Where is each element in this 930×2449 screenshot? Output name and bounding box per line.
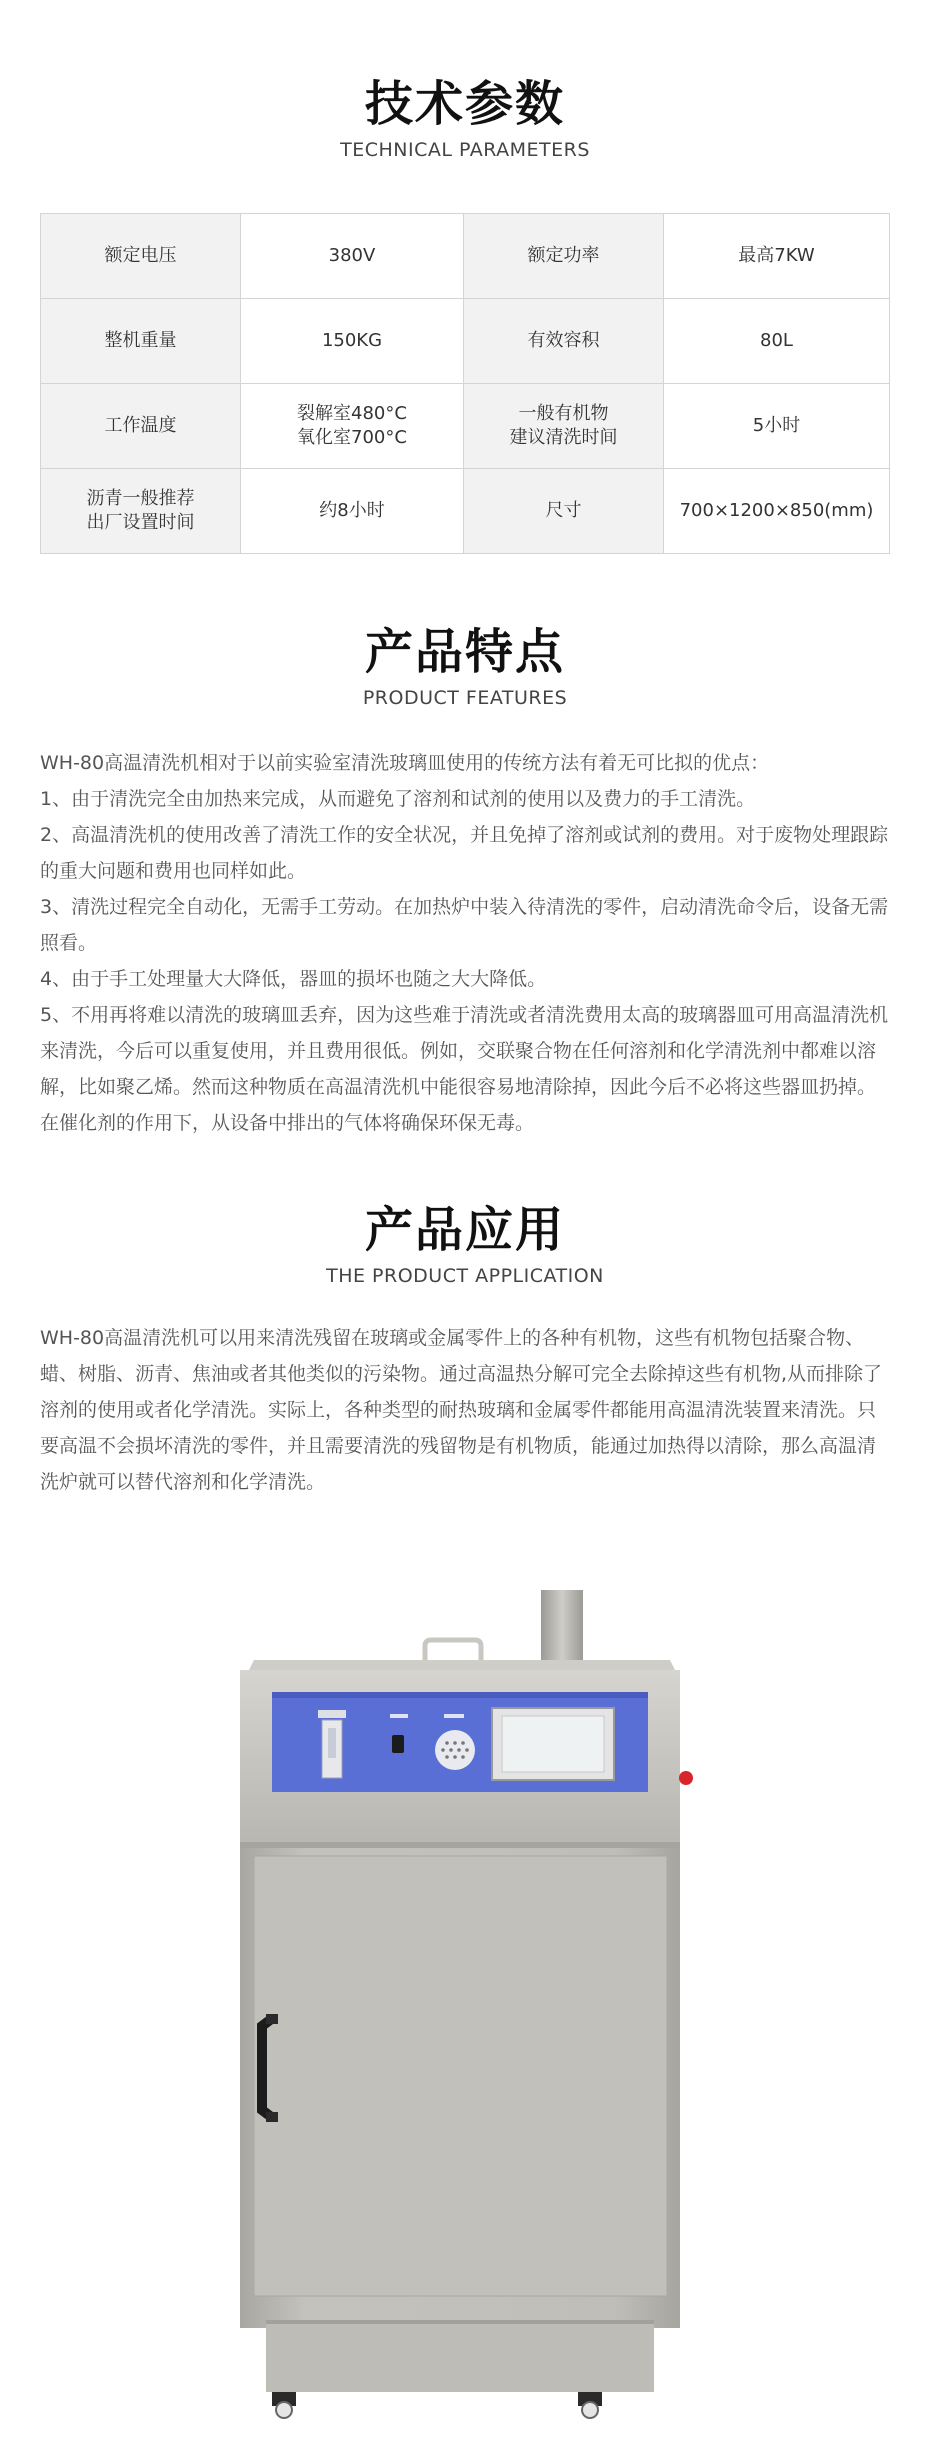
param-value: 150KG [241,299,464,384]
base-plinth [266,2320,654,2392]
table-row [41,384,890,469]
param-value: 80L [664,299,890,384]
param-value: 700×1200×850(mm) [664,469,890,554]
param-value: 裂解室480°C 氧化室700°C [241,384,464,469]
features-title-cn: 产品特点 [364,624,565,680]
wheels [272,2392,602,2418]
param-label: 额定功率 [464,214,664,299]
param-label: 一般有机物 建议清洗时间 [464,384,664,469]
table-row [41,469,890,554]
technical-title-en: TECHNICAL PARAMETERS [340,138,590,161]
features-title-en: PRODUCT FEATURES [362,686,568,709]
features-text [40,745,890,1141]
speaker [435,1730,475,1770]
application-text [40,1320,890,1500]
application-title-en: THE PRODUCT APPLICATION [326,1264,604,1287]
application-paragraph: WH-80高温清洗机可以用来清洗残留在玻璃或金属零件上的各种有机物，这些有机物包括聚合物、蜡、树脂、沥青、焦油或者其他类似的污染物。通过高温热分解可完全去除掉这些有机物,从而排除了溶剂的使用或者化学清洗。实际上，各种类型的耐热玻璃和金属零件都能用高温清洗装置来清洗。只要高温不会损坏清洗的零件，并且需要清洗的残留物是有机物质，能通过加热得以清除，那么高温清洗炉就可以替代溶剂和化学清洗。 [40,1327,883,1493]
door [254,1856,667,2296]
top-handle [425,1640,481,1662]
features-paragraph: 1、由于清洗完全由加热来完成，从而避免了溶剂和试剂的使用以及费力的手工清洗。 [40,788,756,810]
table-row [41,299,890,384]
param-label: 尺寸 [464,469,664,554]
chimney [541,1590,583,1668]
param-label: 工作温度 [41,384,241,469]
param-value: 最高7KW [664,214,890,299]
param-value: 约8小时 [241,469,464,554]
param-label: 有效容积 [464,299,664,384]
features-paragraph: WH-80高温清洗机相对于以前实验室清洗玻璃皿使用的传统方法有着无可比拟的优点： [40,752,770,774]
application-title-cn: 产品应用 [364,1202,565,1258]
technical-parameters-header [0,78,930,161]
product-application-header [0,1204,930,1287]
features-paragraph: 3、清洗过程完全自动化，无需手工劳动。在加热炉中装入待清洗的零件，启动清洗命令后，设备无需照看。 [40,896,889,954]
features-paragraph: 4、由于手工处理量大大降低，器皿的损坏也随之大大降低。 [40,968,547,990]
table-row [41,214,890,299]
emergency-button [679,1771,693,1785]
param-label: 整机重量 [41,299,241,384]
technical-title-cn: 技术参数 [364,76,565,132]
power-switch [392,1735,404,1753]
features-paragraph: 5、不用再将难以清洗的玻璃皿丢弃，因为这些难于清洗或者清洗费用太高的玻璃器皿可用高温清洗机来清洗，今后可以重复使用，并且费用很低。例如，交联聚合物在任何溶剂和化学清洗剂中都难以溶解，比如聚乙烯。然而这种物质在高温清洗机中能很容易地清除掉，因此今后不必将这些器皿扔掉。在催化剂的作用下，从设备中排出的气体将确保环保无毒。 [40,1004,889,1134]
param-value: 380V [241,214,464,299]
features-paragraph: 2、高温清洗机的使用改善了清洗工作的安全状况，并且免掉了溶剂或试剂的费用。对于废物处理跟踪的重大问题和费用也同样如此。 [40,824,889,882]
param-label: 沥青一般推荐 出厂设置时间 [41,469,241,554]
param-value: 5小时 [664,384,890,469]
parameters-table [40,213,890,554]
param-label: 额定电压 [41,214,241,299]
cleaning-machine-image [0,1580,930,2420]
product-features-header [0,626,930,709]
